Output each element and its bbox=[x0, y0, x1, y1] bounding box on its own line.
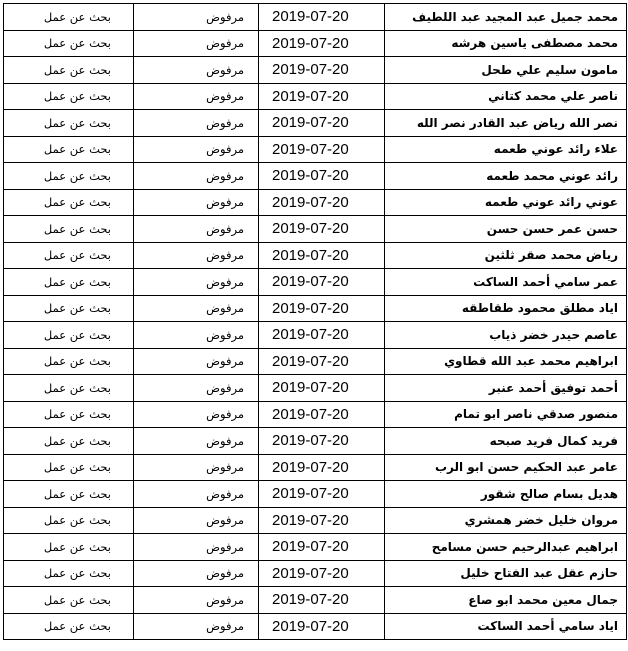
reason-cell: بحث عن عمل bbox=[4, 481, 134, 508]
reason-cell: بحث عن عمل bbox=[4, 534, 134, 561]
name-cell: اياد سامي أحمد الساكت bbox=[385, 613, 627, 640]
reason-cell: بحث عن عمل bbox=[4, 401, 134, 428]
reason-cell: بحث عن عمل bbox=[4, 136, 134, 163]
date-cell: 2019-07-20 bbox=[259, 454, 385, 481]
name-cell: منصور صدقي ناصر ابو تمام bbox=[385, 401, 627, 428]
date-cell: 2019-07-20 bbox=[259, 401, 385, 428]
name-cell: فريد كمال فريد صبحه bbox=[385, 428, 627, 455]
date-cell: 2019-07-20 bbox=[259, 613, 385, 640]
date-cell: 2019-07-20 bbox=[259, 30, 385, 57]
date-cell: 2019-07-20 bbox=[259, 534, 385, 561]
reason-cell: بحث عن عمل bbox=[4, 587, 134, 614]
reason-cell: بحث عن عمل bbox=[4, 375, 134, 402]
records-table-body bbox=[4, 4, 627, 640]
table-row bbox=[4, 110, 627, 137]
status-cell: مرفوض bbox=[134, 507, 259, 534]
reason-cell: بحث عن عمل bbox=[4, 428, 134, 455]
date-cell: 2019-07-20 bbox=[259, 375, 385, 402]
name-cell: ناصر علي محمد كتاني bbox=[385, 83, 627, 110]
table-row bbox=[4, 375, 627, 402]
date-cell: 2019-07-20 bbox=[259, 587, 385, 614]
reason-cell: بحث عن عمل bbox=[4, 189, 134, 216]
reason-cell: بحث عن عمل bbox=[4, 348, 134, 375]
date-cell: 2019-07-20 bbox=[259, 136, 385, 163]
status-cell: مرفوض bbox=[134, 136, 259, 163]
date-cell: 2019-07-20 bbox=[259, 481, 385, 508]
name-cell: محمد مصطفى ياسين هرشه bbox=[385, 30, 627, 57]
date-cell: 2019-07-20 bbox=[259, 216, 385, 243]
table-row bbox=[4, 136, 627, 163]
date-cell: 2019-07-20 bbox=[259, 110, 385, 137]
status-cell: مرفوض bbox=[134, 57, 259, 84]
name-cell: جمال معين محمد ابو صاع bbox=[385, 587, 627, 614]
reason-cell: بحث عن عمل bbox=[4, 30, 134, 57]
status-cell: مرفوض bbox=[134, 348, 259, 375]
date-cell: 2019-07-20 bbox=[259, 322, 385, 349]
name-cell: مامون سليم علي طحل bbox=[385, 57, 627, 84]
name-cell: أحمد توفيق أحمد عنبر bbox=[385, 375, 627, 402]
table-row bbox=[4, 4, 627, 31]
table-row bbox=[4, 242, 627, 269]
status-cell: مرفوض bbox=[134, 613, 259, 640]
table-row bbox=[4, 507, 627, 534]
status-cell: مرفوض bbox=[134, 322, 259, 349]
reason-cell: بحث عن عمل bbox=[4, 242, 134, 269]
date-cell: 2019-07-20 bbox=[259, 242, 385, 269]
table-row bbox=[4, 534, 627, 561]
date-cell: 2019-07-20 bbox=[259, 269, 385, 296]
name-cell: مروان خليل خضر همشري bbox=[385, 507, 627, 534]
status-cell: مرفوض bbox=[134, 534, 259, 561]
name-cell: عاصم حيدر خضر ذياب bbox=[385, 322, 627, 349]
table-row bbox=[4, 189, 627, 216]
status-cell: مرفوض bbox=[134, 242, 259, 269]
records-table bbox=[3, 3, 627, 640]
table-row bbox=[4, 481, 627, 508]
status-cell: مرفوض bbox=[134, 295, 259, 322]
table-row bbox=[4, 295, 627, 322]
date-cell: 2019-07-20 bbox=[259, 295, 385, 322]
reason-cell: بحث عن عمل bbox=[4, 57, 134, 84]
date-cell: 2019-07-20 bbox=[259, 560, 385, 587]
name-cell: حسن عمر حسن حسن bbox=[385, 216, 627, 243]
table-row bbox=[4, 30, 627, 57]
table-row bbox=[4, 454, 627, 481]
status-cell: مرفوض bbox=[134, 83, 259, 110]
reason-cell: بحث عن عمل bbox=[4, 216, 134, 243]
reason-cell: بحث عن عمل bbox=[4, 613, 134, 640]
name-cell: ابراهيم محمد عبد الله قطاوي bbox=[385, 348, 627, 375]
reason-cell: بحث عن عمل bbox=[4, 295, 134, 322]
status-cell: مرفوض bbox=[134, 189, 259, 216]
status-cell: مرفوض bbox=[134, 481, 259, 508]
table-row bbox=[4, 57, 627, 84]
name-cell: ابراهيم عبدالرحيم حسن مسامح bbox=[385, 534, 627, 561]
records-sheet bbox=[3, 3, 626, 640]
table-row bbox=[4, 269, 627, 296]
name-cell: رياض محمد صقر ثلثين bbox=[385, 242, 627, 269]
reason-cell: بحث عن عمل bbox=[4, 83, 134, 110]
name-cell: عوني رائد عوني طعمه bbox=[385, 189, 627, 216]
status-cell: مرفوض bbox=[134, 4, 259, 31]
reason-cell: بحث عن عمل bbox=[4, 163, 134, 190]
status-cell: مرفوض bbox=[134, 401, 259, 428]
name-cell: محمد جميل عبد المجيد عبد اللطيف bbox=[385, 4, 627, 31]
name-cell: عمر سامي أحمد الساكت bbox=[385, 269, 627, 296]
table-row bbox=[4, 322, 627, 349]
status-cell: مرفوض bbox=[134, 375, 259, 402]
table-row bbox=[4, 163, 627, 190]
status-cell: مرفوض bbox=[134, 587, 259, 614]
date-cell: 2019-07-20 bbox=[259, 428, 385, 455]
status-cell: مرفوض bbox=[134, 110, 259, 137]
date-cell: 2019-07-20 bbox=[259, 57, 385, 84]
table-row bbox=[4, 587, 627, 614]
status-cell: مرفوض bbox=[134, 163, 259, 190]
date-cell: 2019-07-20 bbox=[259, 83, 385, 110]
status-cell: مرفوض bbox=[134, 30, 259, 57]
date-cell: 2019-07-20 bbox=[259, 4, 385, 31]
status-cell: مرفوض bbox=[134, 216, 259, 243]
table-row bbox=[4, 401, 627, 428]
status-cell: مرفوض bbox=[134, 560, 259, 587]
name-cell: رائد عوني محمد طعمه bbox=[385, 163, 627, 190]
date-cell: 2019-07-20 bbox=[259, 507, 385, 534]
name-cell: عامر عبد الحكيم حسن ابو الرب bbox=[385, 454, 627, 481]
table-row bbox=[4, 83, 627, 110]
date-cell: 2019-07-20 bbox=[259, 189, 385, 216]
status-cell: مرفوض bbox=[134, 454, 259, 481]
table-row bbox=[4, 216, 627, 243]
name-cell: نصر الله رياض عبد القادر نصر الله bbox=[385, 110, 627, 137]
table-row bbox=[4, 348, 627, 375]
status-cell: مرفوض bbox=[134, 269, 259, 296]
date-cell: 2019-07-20 bbox=[259, 348, 385, 375]
name-cell: حازم عقل عبد الفتاح خليل bbox=[385, 560, 627, 587]
reason-cell: بحث عن عمل bbox=[4, 4, 134, 31]
reason-cell: بحث عن عمل bbox=[4, 507, 134, 534]
name-cell: علاء رائد عوني طعمه bbox=[385, 136, 627, 163]
table-row bbox=[4, 560, 627, 587]
reason-cell: بحث عن عمل bbox=[4, 269, 134, 296]
date-cell: 2019-07-20 bbox=[259, 163, 385, 190]
reason-cell: بحث عن عمل bbox=[4, 454, 134, 481]
name-cell: اياد مطلق محمود طقاطقه bbox=[385, 295, 627, 322]
reason-cell: بحث عن عمل bbox=[4, 110, 134, 137]
reason-cell: بحث عن عمل bbox=[4, 560, 134, 587]
name-cell: هديل بسام صالح شقور bbox=[385, 481, 627, 508]
status-cell: مرفوض bbox=[134, 428, 259, 455]
table-row bbox=[4, 613, 627, 640]
reason-cell: بحث عن عمل bbox=[4, 322, 134, 349]
table-row bbox=[4, 428, 627, 455]
